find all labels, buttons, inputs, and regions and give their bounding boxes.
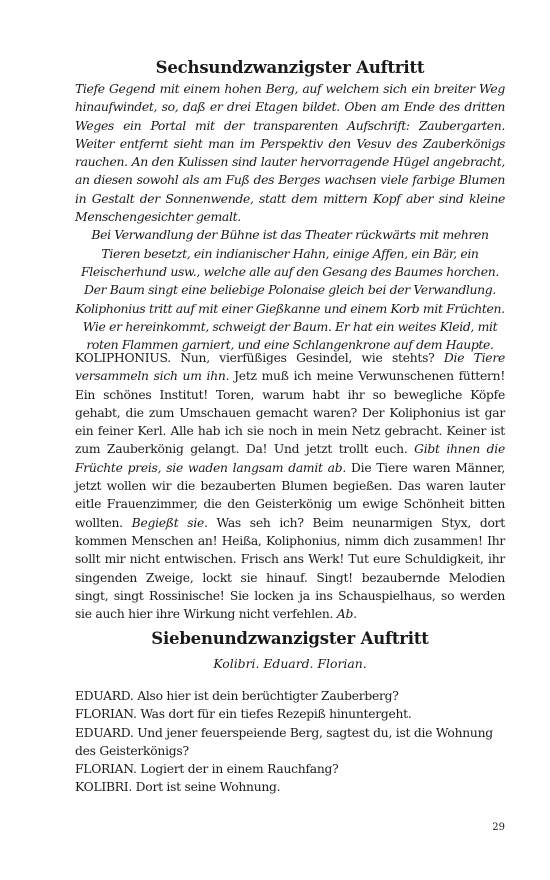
scene-27-dialogue: [75, 687, 505, 797]
monologue-paragraph: KOLIPHONIUS. Nun, vierfüßiges Gesindel, wie stehts? Die Tiere versammeln sich um ihn. Jetz muß ich meine Verwunschenen füttern! Ein schönes Institut! Toren, warum habt ihr so bewegliche Köpfe gehabt, die zum Umschauen gemacht waren? Der Koliphonius ist gar ein feiner Kerl. Alle hab ich sie noch in mein Netz gebracht. Keiner ist zum Zauberkönig gelangt. Da! Und jetzt trollt euch. Gibt ihnen die Früchte preis, sie waden langsam damit ab. Die Tiere waren Männer, jetzt wollen wir die bezauberten Blumen begießen. Das waren lauter eitle Frauenzimmer, die den Geisterkönig um ewige Schönheit bitten wollten. Begießt sie. Was seh ich? Beim neunarmigen Styx, dort kommen Menschen an! Heißa, Koliphonius, nimm dich zusammen! Ihr sollt mir nicht entwischen. Frisch ans Werk! Tut eure Schuldigkeit, ihr singenden Zweige, lockt sie hinauf. Singt! bezaubernde Melodien singt, singt Rossinische! Sie locken ja ins Schauspielhaus, so werden sie auch hier ihre Wirkung nicht verfehlen. Ab.: [75, 351, 506, 622]
inline-stage-direction: Begießt sie: [131, 515, 205, 530]
dialogue-line: EDUARD. Also hier ist dein berüchtigter Zauberberg?: [75, 689, 399, 703]
page-number: 29: [492, 822, 505, 833]
stage-direction-animals: Bei Verwandlung der Bühne ist das Theater rückwärts mit mehren Tieren besetzt, ein indianischer Hahn, einige Affen, ein Bär, ein Fleischerhund usw., welche alle auf den Gesang des Baumes horchen. Der Baum singt eine beliebige Polonaise gleich bei der Verwandlung.: [81, 227, 499, 298]
dialogue-line: KOLIBRI. Dort ist seine Wohnung.: [75, 780, 281, 795]
inline-stage-direction: Ab: [336, 607, 354, 622]
scene-26-stage-direction: [75, 80, 505, 354]
scene-27-cast: Kolibri. Eduard. Florian.: [213, 656, 367, 671]
scene-27-heading: Siebenundzwanzigster Auftritt: [151, 629, 429, 648]
inline-stage-direction: Die Tiere versammeln sich um ihn: [75, 351, 505, 384]
dialogue-line: EDUARD. Und jener feuerspeiende Berg, sagtest du, ist die Wohnung des Geisterkönigs?: [75, 725, 493, 758]
scene-26-heading: Sechsundzwanzigster Auftritt: [155, 58, 425, 77]
stage-direction-setting: Tiefe Gegend mit einem hohen Berg, auf welchem sich ein breiter Weg hinaufwindet, so, daß er drei Etagen bildet. Oben am Ende des dritten Weges ein Portal mit der transparenten Aufschrift: Zaubergarten. Weiter entfernt sieht man im Perspektiv den Vesuv des Zauberkönigs rauchen. An den Kulissen sind lauter hervorragende Hügel angebracht, an diesen sowohl als am Fuß des Berges wachsen viele farbige Blumen in Gestalt der Sonnenwende, statt dem mittern Kopf aber sind kleine Menschengesichter gemalt.: [75, 81, 505, 225]
dialogue-line: FLORIAN. Logiert der in einem Rauchfang?: [75, 762, 339, 777]
stage-direction-koliphonius-enters: Koliphonius tritt auf mit einer Gießkanne und einem Korb mit Früchten. Wie er hereinkommt, schweigt der Baum. Er hat ein weites Kleid, mit roten Flammen garniert, und eine Schlangenkrone auf dem Haupte.: [75, 300, 505, 353]
dialogue-line: FLORIAN. Was dort für ein tiefes Rezepiß hinuntergeht.: [75, 707, 412, 722]
koliphonius-monologue: [75, 349, 505, 623]
inline-stage-direction: Gibt ihnen die Früchte preis, sie waden langsam damit ab: [75, 442, 505, 475]
